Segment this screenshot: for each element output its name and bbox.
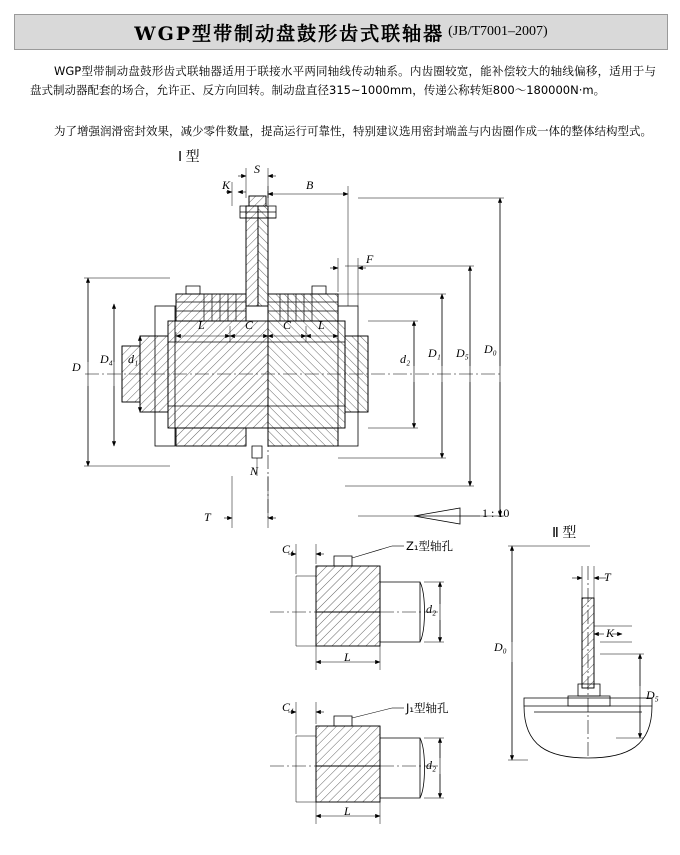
bore-type-j-label: J₁型轴孔 — [406, 701, 449, 715]
standard-code: (JB/T7001–2007) — [448, 24, 548, 39]
dim-C1-z: C₁ — [282, 542, 295, 556]
dim-S: S — [254, 162, 260, 176]
intro-paragraph-1 — [30, 62, 656, 100]
dim-C1-j: C₁ — [282, 700, 295, 714]
dim-T-main: T — [204, 510, 211, 524]
dim-D0-view2: D₀ — [494, 640, 507, 654]
taper-ratio-label: 1 : 10 — [482, 506, 510, 520]
dim-L-left: L — [198, 318, 205, 332]
bore-type-z-label: Z₁型轴孔 — [406, 539, 453, 553]
page-title-bar — [14, 14, 668, 50]
dim-C-left: C — [245, 318, 254, 332]
dim-K: K — [222, 178, 231, 192]
view-label-type-1: Ⅰ 型 — [178, 150, 200, 165]
dim-D0: D₀ — [484, 342, 497, 356]
view-label-type-2: Ⅱ 型 — [552, 526, 577, 541]
technical-drawing — [0, 146, 680, 855]
page-title-text: WGP型带制动盘鼓形齿式联轴器 — [134, 22, 445, 45]
dim-N: N — [250, 464, 259, 478]
dim-D5: D₅ — [456, 346, 469, 360]
dim-L-z: L — [344, 650, 351, 664]
intro-paragraph-2 — [30, 122, 656, 141]
dim-B: B — [306, 178, 314, 192]
intro-paragraph-2-text: 为了增强润滑密封效果，减少零件数量，提高运行可靠性，特别建议选用密封端盖与内齿圈作成一体的整体结构型式。 — [54, 124, 652, 138]
dim-L-j: L — [344, 804, 351, 818]
dim-d2-j: d₂ — [426, 758, 437, 772]
dim-d2-z: d₂ — [426, 602, 437, 616]
intro-paragraph-1-text: WGP型带制动盘鼓形齿式联轴器适用于联接水平两同轴线传动轴系。内齿圈较宽，能补偿较大的轴线偏移，适用于与盘式制动器配套的场合，允许正、反方向回转。制动盘直径315~1000mm，传递公称转矩800～180000N·m。 — [30, 64, 656, 97]
page-title — [15, 15, 667, 49]
dim-L-right: L — [318, 318, 325, 332]
dim-d2: d₂ — [400, 352, 411, 366]
dim-F: F — [366, 252, 374, 266]
dim-K-view2: K — [606, 626, 615, 640]
dim-T-view2: T — [604, 570, 611, 584]
dim-C-right: C — [283, 318, 292, 332]
dim-d1: d₁ — [128, 352, 139, 366]
dim-D4: D₄ — [100, 352, 113, 366]
dim-D: D — [72, 360, 81, 374]
dim-D1: D₁ — [428, 346, 441, 360]
coupling-drawing-svg — [0, 146, 680, 855]
dim-D5-view2: D₅ — [646, 688, 659, 702]
